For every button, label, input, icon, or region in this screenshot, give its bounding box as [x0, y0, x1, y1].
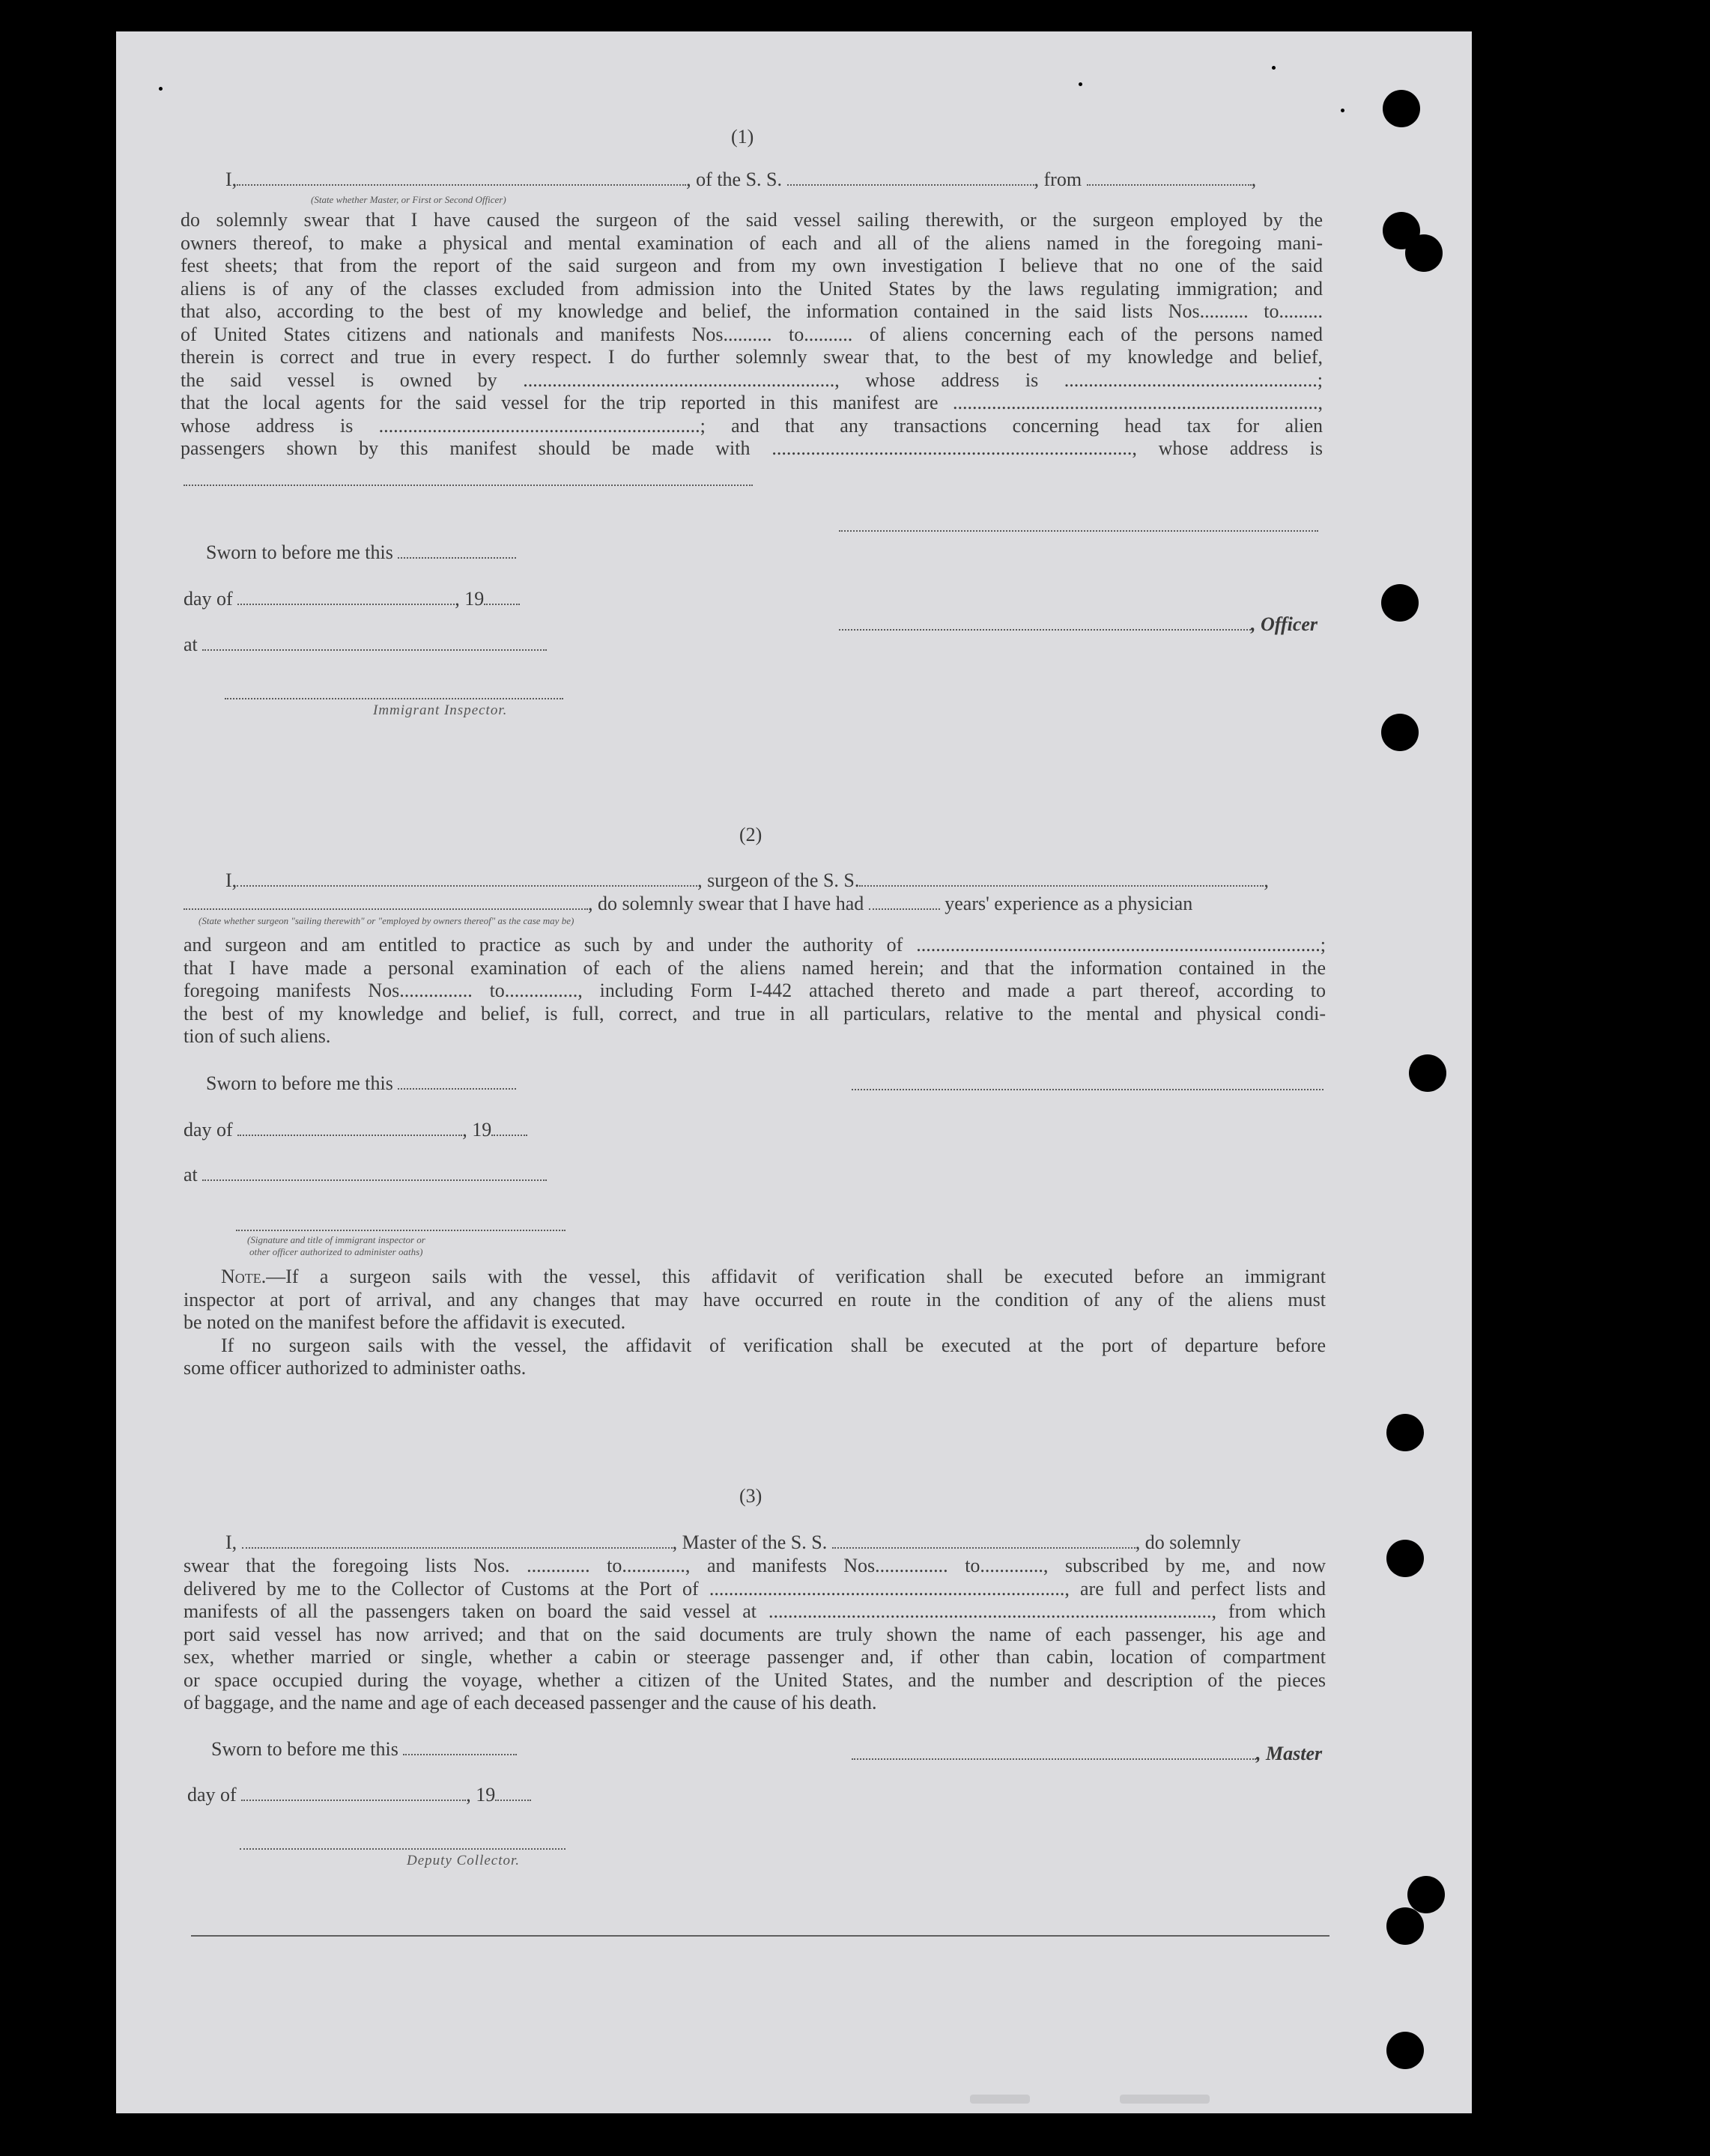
- surgeon-of-label: , surgeon of the S. S.: [697, 869, 860, 891]
- surgeon-signature-line[interactable]: [852, 1089, 1324, 1090]
- body-line: or space occupied during the voyage, whether a citizen of the United States, and the number and description of the pieces: [184, 1668, 1326, 1691]
- punch-hole: [1381, 584, 1419, 622]
- master-of-label: , Master of the S. S.: [672, 1531, 828, 1553]
- comma: ,: [1251, 168, 1257, 190]
- punch-hole: [1386, 1907, 1424, 1945]
- sworn-line: [206, 1072, 516, 1096]
- i-label: I,: [225, 869, 237, 891]
- body-line: owners thereof, to make a physical and mental examination of each and all of the aliens named in the foregoing mani-: [181, 231, 1323, 254]
- body-line: of United States citizens and nationals and manifests Nos.......... to.......... of aliens concerning each of the persons named: [181, 323, 1323, 345]
- punch-hole: [1386, 1540, 1424, 1577]
- sworn-label: Sworn to before me this: [211, 1738, 398, 1760]
- sworn-day-field[interactable]: [398, 1075, 516, 1090]
- from-label: , from: [1034, 168, 1082, 190]
- vessel-name-field[interactable]: [859, 872, 1264, 887]
- day-of-line: [187, 1784, 531, 1807]
- bottom-rule: [191, 1935, 1330, 1937]
- master-line: [852, 1743, 1322, 1765]
- punch-hole: [1383, 90, 1420, 127]
- body-line: that I have made a personal examination of each of the aliens named herein; and that the information contained in the: [184, 956, 1326, 979]
- inspector-signature-line[interactable]: [236, 1230, 566, 1231]
- body-line: that the local agents for the said vessel for the trip reported in this manifest are ...........................................................................,: [181, 392, 1323, 413]
- day-of-field[interactable]: [241, 1786, 466, 1801]
- immigrant-inspector-caption: Immigrant Inspector.: [373, 702, 508, 718]
- day-of-line: [184, 1119, 527, 1142]
- surgeon-status-field[interactable]: [184, 895, 588, 910]
- comma: ,: [1264, 869, 1269, 891]
- section-1-opening-line: [225, 168, 1256, 192]
- surgeon-name-field[interactable]: [237, 872, 697, 887]
- sworn-line: [211, 1738, 517, 1761]
- officer-title-field[interactable]: [839, 616, 1251, 631]
- inspector-signature-line[interactable]: [225, 698, 563, 699]
- section-2-opening-line: [225, 869, 1269, 893]
- year-label: , 19: [466, 1784, 496, 1806]
- section-3-opening-line: [225, 1531, 1241, 1555]
- signature-caption: other officer authorized to administer oaths): [249, 1246, 423, 1257]
- year-label: , 19: [455, 588, 485, 610]
- signature-caption: (Signature and title of immigrant inspector or: [247, 1234, 425, 1245]
- day-of-field[interactable]: [237, 1121, 462, 1136]
- day-of-label: day of: [187, 1784, 237, 1806]
- note-text: —If a surgeon sails with the vessel, this affidavit of verification shall be executed before an immigrant: [266, 1266, 1326, 1287]
- surgeon-experience-line: [184, 893, 1192, 916]
- section-2-number: (2): [739, 824, 762, 845]
- body-line: delivered by me to the Collector of Customs at the Port of ........................................................................., are full and perfect lists and: [184, 1577, 1326, 1600]
- officer-name-field[interactable]: [237, 171, 686, 186]
- at-label: at: [184, 1164, 198, 1185]
- sworn-day-field[interactable]: [403, 1740, 517, 1755]
- head-tax-address-field[interactable]: [184, 485, 753, 486]
- of-ss-label: , of the S. S.: [686, 168, 783, 190]
- officer-line: [839, 613, 1318, 636]
- scan-smudge: [1120, 2095, 1210, 2104]
- solemnly-label: , do solemnly: [1135, 1531, 1241, 1553]
- body-line: port said vessel has now arrived; and that on the said documents are truly shown the name of each passenger, his age and: [184, 1623, 1326, 1645]
- at-line: [184, 634, 547, 657]
- body-line: manifests of all the passengers taken on board the said vessel at ..........................................................................................., from which: [184, 1600, 1326, 1622]
- year-field[interactable]: [484, 590, 520, 605]
- body-line: swear that the foregoing lists Nos. ............. to............., and manifests Nos............... to............., subscribed by me, and now: [184, 1555, 1326, 1576]
- section-3-body: [184, 1555, 1326, 1715]
- note-line: If no surgeon sails with the vessel, the affidavit of verification shall be executed at the port of departure before: [221, 1334, 1326, 1356]
- i-label: I,: [225, 1531, 237, 1553]
- officer-rank-caption: (State whether Master, or First or Second Officer): [311, 194, 506, 205]
- officer-label: , Officer: [1251, 613, 1318, 635]
- section-1-number: (1): [731, 126, 754, 148]
- note-block: [184, 1266, 1326, 1380]
- officer-signature-line[interactable]: [839, 530, 1318, 532]
- at-place-field[interactable]: [202, 636, 547, 651]
- day-of-field[interactable]: [237, 590, 455, 605]
- body-line: that also, according to the best of my knowledge and belief, the information contained in the said lists Nos.......... to.........: [181, 300, 1323, 322]
- note-line: be noted on the manifest before the affidavit is executed.: [184, 1311, 626, 1333]
- body-line: do solemnly swear that I have caused the surgeon of the said vessel sailing therewith, or the surgeon employed by the: [181, 209, 1323, 231]
- master-label: , Master: [1256, 1743, 1323, 1764]
- year-label: , 19: [462, 1119, 492, 1141]
- surgeon-status-caption: (State whether surgeon "sailing therewith" or "employed by owners thereof" as the case may be): [198, 915, 574, 926]
- section-2-body: [184, 934, 1326, 1048]
- at-label: at: [184, 634, 198, 655]
- punch-hole: [1381, 714, 1419, 751]
- note-label: Note.: [221, 1266, 267, 1287]
- scan-speck: [159, 87, 163, 91]
- scan-smudge: [970, 2095, 1030, 2104]
- punch-hole: [1405, 234, 1443, 272]
- day-of-label: day of: [184, 1119, 233, 1141]
- punch-hole: [1407, 1876, 1445, 1913]
- body-line: aliens is of any of the classes excluded from admission into the United States by the laws regulating immigration; and: [181, 277, 1323, 300]
- note-line: inspector at port of arrival, and any changes that may have occurred en route in the condition of any of the aliens must: [184, 1288, 1326, 1311]
- i-label: I,: [225, 168, 237, 190]
- master-name-field[interactable]: [242, 1534, 673, 1549]
- at-line: [184, 1164, 547, 1187]
- body-line: and surgeon and am entitled to practice as such by and under the authority of ...................................................................................;: [184, 934, 1326, 956]
- form-page: [116, 31, 1472, 2113]
- body-line: sex, whether married or single, whether a cabin or steerage passenger and, if other than cabin, location of compartment: [184, 1646, 1326, 1668]
- section-3-number: (3): [739, 1485, 762, 1507]
- sworn-label: Sworn to before me this: [206, 541, 393, 563]
- punch-hole: [1386, 1414, 1424, 1451]
- year-field[interactable]: [495, 1786, 531, 1801]
- deputy-collector-caption: Deputy Collector.: [407, 1853, 521, 1868]
- swear-label: , do solemnly swear that I have had: [588, 893, 864, 914]
- punch-hole: [1386, 2032, 1424, 2069]
- body-line: the best of my knowledge and belief, is full, correct, and true in all particulars, relative to the mental and physical condi-: [184, 1002, 1326, 1024]
- experience-label: years' experience as a physician: [945, 893, 1193, 914]
- at-place-field[interactable]: [202, 1166, 547, 1181]
- section-1-body: [181, 209, 1323, 461]
- sworn-label: Sworn to before me this: [206, 1072, 393, 1094]
- body-line: tion of such aliens.: [184, 1025, 331, 1047]
- day-of-label: day of: [184, 588, 233, 610]
- scan-speck: [1079, 82, 1082, 86]
- day-of-line: [184, 588, 520, 611]
- body-line: the said vessel is owned by ................................................................, whose address is ....................................................;: [181, 368, 1323, 391]
- note-line: some officer authorized to administer oaths.: [184, 1357, 527, 1379]
- vessel-name-field[interactable]: [832, 1534, 1136, 1549]
- sworn-line: [206, 541, 516, 565]
- years-field[interactable]: [869, 895, 940, 910]
- body-line: foregoing manifests Nos............... to..............., including Form I-442 attached thereto and made a part thereof, according to: [184, 980, 1326, 1001]
- body-line: passengers shown by this manifest should be made with .........................................................................., whose address is: [181, 437, 1323, 459]
- body-line: therein is correct and true in every respect. I do further solemnly swear that, to the best of my knowledge and belief,: [181, 346, 1323, 368]
- body-line: fest sheets; that from the report of the said surgeon and from my own investigation I believe that no one of the said: [181, 255, 1323, 276]
- note-line: [184, 1266, 1326, 1289]
- punch-hole: [1409, 1054, 1446, 1092]
- sworn-day-field[interactable]: [398, 544, 516, 559]
- scan-speck: [1341, 109, 1344, 112]
- vessel-name-field[interactable]: [787, 171, 1034, 186]
- year-field[interactable]: [491, 1121, 527, 1136]
- body-line: whose address is ..................................................................; and that any transactions concerning head tax for alien: [181, 414, 1323, 437]
- body-line: of baggage, and the name and age of each deceased passenger and the cause of his death.: [184, 1692, 877, 1713]
- master-signature-field[interactable]: [852, 1745, 1256, 1760]
- collector-signature-line[interactable]: [240, 1848, 566, 1850]
- from-port-field[interactable]: [1087, 171, 1252, 186]
- scan-speck: [1272, 66, 1276, 70]
